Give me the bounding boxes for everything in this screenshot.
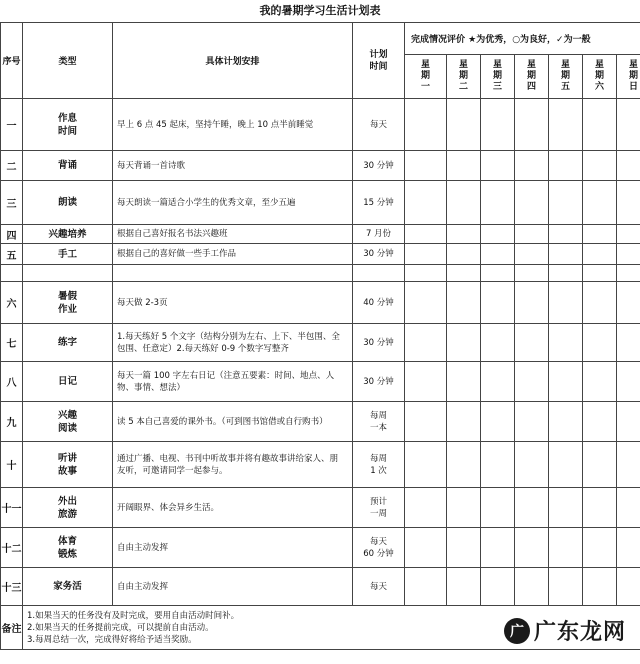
row-type: 听讲 故事 — [23, 442, 113, 488]
row-time: 每天 60 分钟 — [353, 528, 405, 568]
row-num: 二 — [1, 151, 23, 181]
eval-cell — [549, 151, 583, 181]
eval-cell — [447, 282, 481, 324]
eval-cell — [405, 568, 447, 606]
eval-cell — [515, 488, 549, 528]
eval-cell — [447, 568, 481, 606]
row-type: 兴趣培养 — [23, 225, 113, 244]
eval-cell — [617, 282, 640, 324]
eval-cell — [481, 362, 515, 402]
row-time: 每天 — [353, 568, 405, 606]
spacer-row — [1, 265, 640, 282]
header-day: 星 期 一 — [405, 55, 447, 99]
row-arrangement: 每天背诵一首诗歌 — [113, 151, 353, 181]
eval-cell — [405, 225, 447, 244]
eval-cell — [515, 568, 549, 606]
row-arrangement: 读 5 本自己喜爱的课外书。（可到图书馆借或自行购书） — [113, 402, 353, 442]
eval-cell — [583, 244, 617, 265]
eval-cell — [515, 151, 549, 181]
eval-cell — [515, 324, 549, 362]
row-time: 每周 一本 — [353, 402, 405, 442]
row-time: 30 分钟 — [353, 362, 405, 402]
row-arrangement: 通过广播、电视、书刊中听故事并将有趣故事讲给家人、朋友听，可邀请同学一起参与。 — [113, 442, 353, 488]
eval-cell — [481, 181, 515, 225]
eval-cell — [405, 362, 447, 402]
eval-cell — [617, 362, 640, 402]
notes-line: 2.如果当天的任务提前完成，可以提前自由活动。 — [27, 622, 214, 633]
eval-cell — [583, 151, 617, 181]
row-num: 十二 — [1, 528, 23, 568]
eval-cell — [405, 181, 447, 225]
row-time: 40 分钟 — [353, 282, 405, 324]
header-day: 星 期 三 — [481, 55, 515, 99]
row-time: 30 分钟 — [353, 244, 405, 265]
plan-table — [0, 22, 640, 650]
row-time: 每天 — [353, 99, 405, 151]
eval-cell — [549, 488, 583, 528]
spacer-cell — [549, 265, 583, 282]
eval-cell — [549, 225, 583, 244]
eval-cell — [617, 181, 640, 225]
header-day: 星 期 日 — [617, 55, 640, 99]
table-row — [1, 99, 640, 151]
eval-cell — [549, 324, 583, 362]
eval-cell — [481, 225, 515, 244]
eval-cell — [583, 488, 617, 528]
eval-cell — [405, 244, 447, 265]
eval-cell — [617, 244, 640, 265]
eval-cell — [617, 528, 640, 568]
eval-cell — [447, 442, 481, 488]
row-type: 兴趣 阅读 — [23, 402, 113, 442]
eval-cell — [447, 99, 481, 151]
eval-cell — [515, 442, 549, 488]
row-type: 暑假 作业 — [23, 282, 113, 324]
spacer-cell — [1, 265, 23, 282]
table-row — [1, 151, 640, 181]
eval-cell — [481, 99, 515, 151]
row-type: 日记 — [23, 362, 113, 402]
row-type: 作息 时间 — [23, 99, 113, 151]
eval-cell — [583, 282, 617, 324]
table-row — [1, 568, 640, 606]
table-row — [1, 181, 640, 225]
row-type: 练字 — [23, 324, 113, 362]
eval-cell — [481, 528, 515, 568]
spacer-cell — [405, 265, 447, 282]
eval-cell — [549, 282, 583, 324]
eval-cell — [405, 151, 447, 181]
eval-cell — [515, 225, 549, 244]
eval-cell — [583, 181, 617, 225]
table-row — [1, 442, 640, 488]
row-type: 外出 旅游 — [23, 488, 113, 528]
table-row — [1, 488, 640, 528]
eval-cell — [549, 402, 583, 442]
eval-cell — [617, 402, 640, 442]
header-day: 星 期 二 — [447, 55, 481, 99]
row-time: 预计 一周 — [353, 488, 405, 528]
eval-cell — [447, 151, 481, 181]
eval-cell — [405, 442, 447, 488]
eval-cell — [583, 324, 617, 362]
row-arrangement: 根据自己的喜好做一些手工作品 — [113, 244, 353, 265]
row-num: 六 — [1, 282, 23, 324]
eval-cell — [617, 151, 640, 181]
spacer-cell — [481, 265, 515, 282]
eval-cell — [549, 528, 583, 568]
eval-cell — [549, 442, 583, 488]
eval-cell — [481, 244, 515, 265]
eval-cell — [481, 402, 515, 442]
row-num: 十 — [1, 442, 23, 488]
eval-cell — [515, 244, 549, 265]
eval-cell — [549, 181, 583, 225]
row-arrangement: 每天朗读一篇适合小学生的优秀文章，至少五遍 — [113, 181, 353, 225]
row-type: 朗读 — [23, 181, 113, 225]
header-time: 计划 时间 — [353, 23, 405, 99]
eval-cell — [549, 362, 583, 402]
table-row — [1, 244, 640, 265]
row-type: 体育 锻炼 — [23, 528, 113, 568]
eval-cell — [405, 282, 447, 324]
row-num: 五 — [1, 244, 23, 265]
eval-cell — [583, 99, 617, 151]
eval-cell — [515, 181, 549, 225]
eval-cell — [617, 324, 640, 362]
table-row — [1, 402, 640, 442]
spacer-cell — [353, 265, 405, 282]
row-type: 手工 — [23, 244, 113, 265]
header-day: 星 期 五 — [549, 55, 583, 99]
row-arrangement: 早上 6 点 45 起床，坚持午睡，晚上 10 点半前睡觉 — [113, 99, 353, 151]
eval-cell — [583, 362, 617, 402]
row-time: 每周 1 次 — [353, 442, 405, 488]
eval-cell — [515, 528, 549, 568]
header-day: 星 期 六 — [583, 55, 617, 99]
table-row — [1, 324, 640, 362]
row-time: 15 分钟 — [353, 181, 405, 225]
spacer-cell — [583, 265, 617, 282]
watermark-logo-icon: 广 — [504, 618, 530, 644]
eval-cell — [583, 528, 617, 568]
row-num: 一 — [1, 99, 23, 151]
eval-cell — [617, 442, 640, 488]
row-arrangement: 根据自己喜好报名书法兴趣班 — [113, 225, 353, 244]
eval-cell — [549, 568, 583, 606]
eval-cell — [515, 362, 549, 402]
row-arrangement: 自由主动发挥 — [113, 528, 353, 568]
eval-cell — [405, 324, 447, 362]
eval-cell — [583, 442, 617, 488]
eval-cell — [515, 282, 549, 324]
eval-cell — [549, 99, 583, 151]
spacer-cell — [113, 265, 353, 282]
table-row — [1, 282, 640, 324]
row-arrangement: 每天一篇 100 字左右日记（注意五要素：时间、地点、人物、事情、想法） — [113, 362, 353, 402]
eval-cell — [447, 244, 481, 265]
table-row — [1, 362, 640, 402]
watermark-text: 广东龙网 — [533, 620, 626, 645]
eval-cell — [447, 488, 481, 528]
header-num: 序号 — [1, 23, 23, 99]
eval-cell — [617, 99, 640, 151]
spacer-cell — [23, 265, 113, 282]
row-num: 七 — [1, 324, 23, 362]
eval-cell — [549, 244, 583, 265]
row-time: 30 分钟 — [353, 151, 405, 181]
eval-cell — [617, 568, 640, 606]
eval-cell — [481, 282, 515, 324]
watermark — [504, 615, 626, 646]
eval-cell — [405, 488, 447, 528]
notes-line: 1.如果当天的任务没有及时完成，要用自由活动时间补。 — [27, 610, 240, 621]
page-title: 我的暑期学习生活计划表 — [259, 4, 381, 17]
header-arrangement: 具体计划安排 — [113, 23, 353, 99]
header-day: 星 期 四 — [515, 55, 549, 99]
spacer-cell — [515, 265, 549, 282]
row-num: 十三 — [1, 568, 23, 606]
eval-cell — [405, 528, 447, 568]
table-row — [1, 528, 640, 568]
row-num: 四 — [1, 225, 23, 244]
eval-cell — [515, 99, 549, 151]
header-evaluation: 完成情况评价 ★为优秀，○为良好，✓为一般 — [405, 23, 640, 55]
header-type: 类型 — [23, 23, 113, 99]
eval-cell — [447, 181, 481, 225]
row-arrangement: 每天做 2-3页 — [113, 282, 353, 324]
row-time: 7 月份 — [353, 225, 405, 244]
eval-cell — [447, 362, 481, 402]
eval-cell — [515, 402, 549, 442]
eval-cell — [447, 528, 481, 568]
eval-cell — [447, 402, 481, 442]
spacer-cell — [617, 265, 640, 282]
eval-cell — [481, 568, 515, 606]
row-arrangement: 开阔眼界、体会异乡生活。 — [113, 488, 353, 528]
eval-cell — [617, 488, 640, 528]
spacer-cell — [447, 265, 481, 282]
eval-cell — [447, 225, 481, 244]
row-num: 十一 — [1, 488, 23, 528]
row-type: 家务活 — [23, 568, 113, 606]
row-num: 九 — [1, 402, 23, 442]
eval-cell — [405, 99, 447, 151]
notes-line: 3.每周总结一次，完成得好将给予适当奖励。 — [27, 634, 197, 645]
row-num: 三 — [1, 181, 23, 225]
eval-cell — [481, 488, 515, 528]
eval-cell — [481, 151, 515, 181]
row-arrangement: 1.每天练好 5 个文字（结构分别为左右、上下、半包围、全包围、任意定）2.每天练好 0-9 个数字写整齐 — [113, 324, 353, 362]
row-type: 背诵 — [23, 151, 113, 181]
table-row — [1, 225, 640, 244]
row-arrangement: 自由主动发挥 — [113, 568, 353, 606]
eval-cell — [617, 225, 640, 244]
eval-cell — [583, 225, 617, 244]
eval-cell — [583, 568, 617, 606]
eval-cell — [405, 402, 447, 442]
eval-cell — [583, 402, 617, 442]
eval-cell — [481, 442, 515, 488]
row-num: 八 — [1, 362, 23, 402]
eval-cell — [481, 324, 515, 362]
row-time: 30 分钟 — [353, 324, 405, 362]
notes-label: 备注 — [1, 606, 23, 650]
eval-cell — [447, 324, 481, 362]
